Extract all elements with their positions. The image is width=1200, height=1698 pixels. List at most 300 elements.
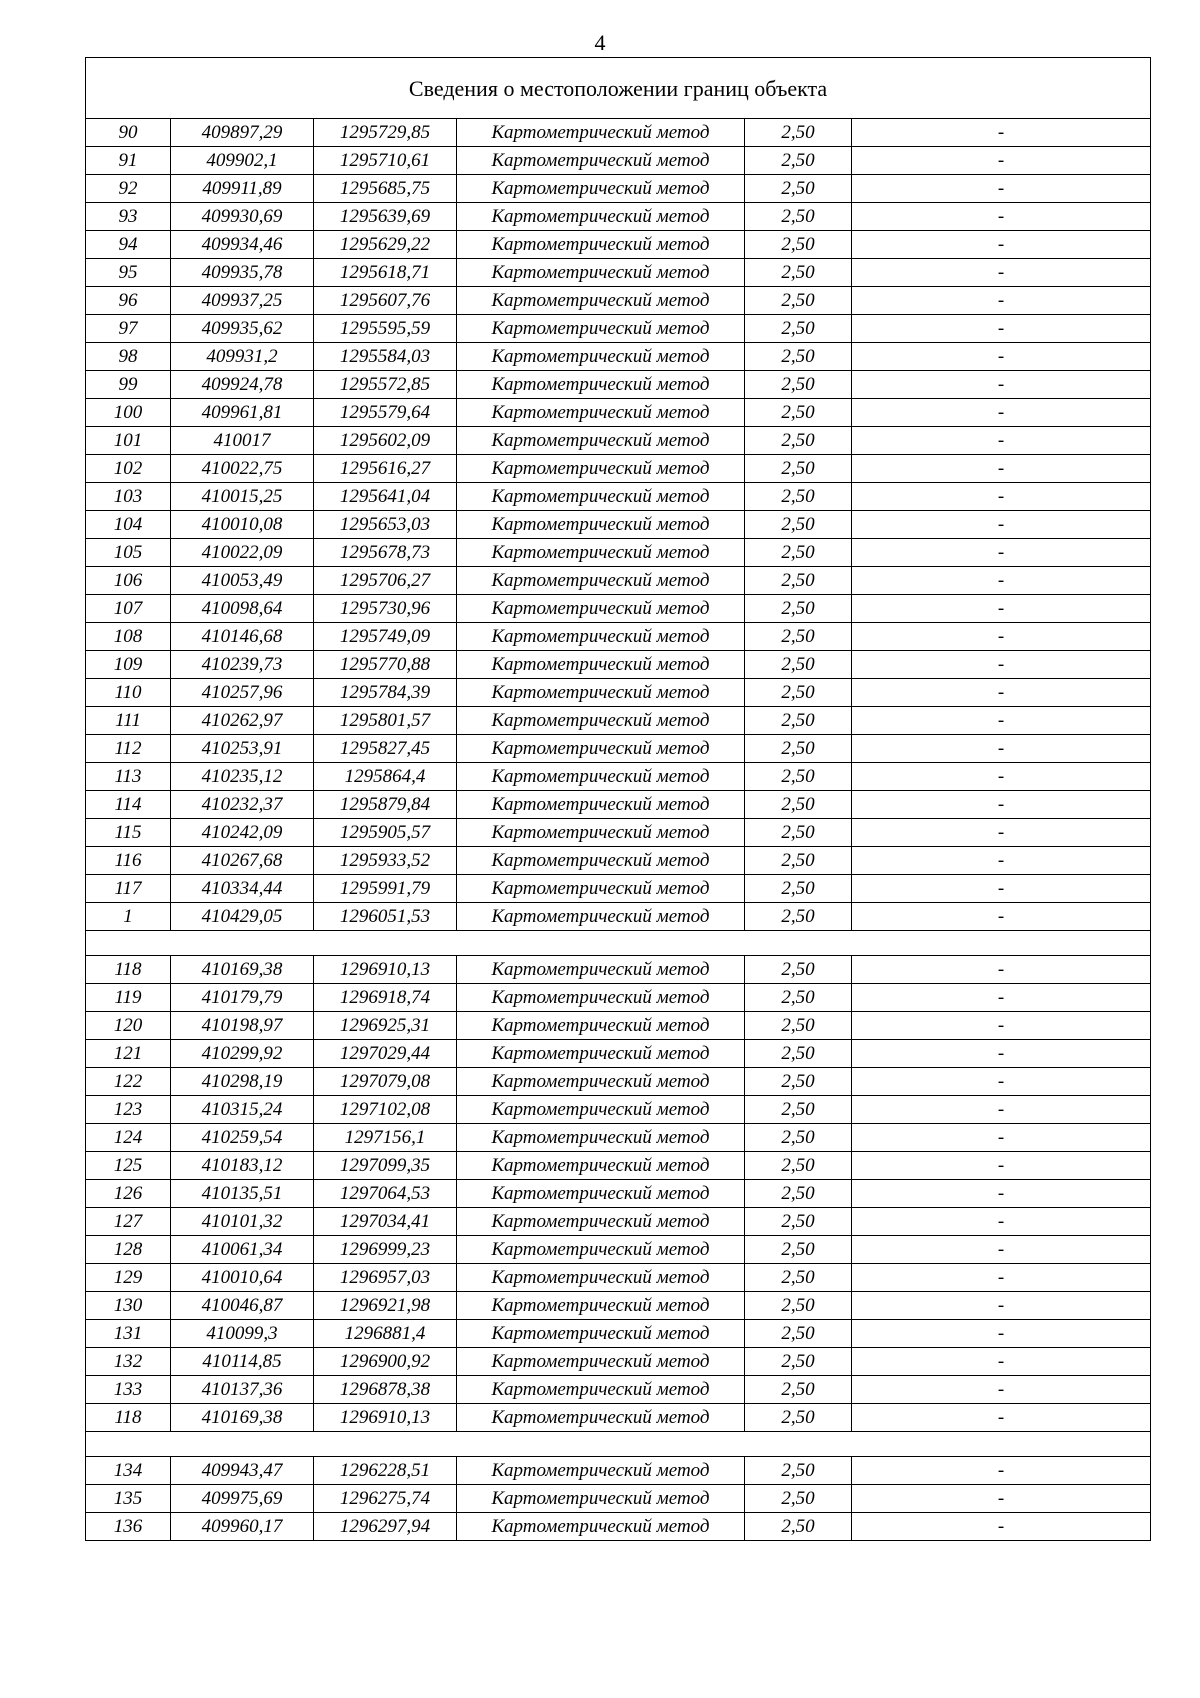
- accuracy-cell: 2,50: [745, 1457, 852, 1485]
- accuracy-cell: 2,50: [745, 1152, 852, 1180]
- y-coordinate-cell: 1296910,13: [314, 956, 457, 984]
- table-row: [86, 791, 1151, 819]
- method-cell: Картометрический метод: [457, 343, 745, 371]
- method-cell: Картометрический метод: [457, 483, 745, 511]
- x-coordinate-cell: 410135,51: [171, 1180, 314, 1208]
- table-title: Сведения о местоположении границ объекта: [86, 58, 1151, 119]
- point-number-cell: 97: [86, 315, 171, 343]
- description-cell: -: [852, 483, 1151, 511]
- method-cell: Картометрический метод: [457, 455, 745, 483]
- point-number-cell: 108: [86, 623, 171, 651]
- point-number-cell: 104: [86, 511, 171, 539]
- x-coordinate-cell: 410053,49: [171, 567, 314, 595]
- accuracy-cell: 2,50: [745, 343, 852, 371]
- method-cell: Картометрический метод: [457, 371, 745, 399]
- table-row: [86, 343, 1151, 371]
- table-row: [86, 984, 1151, 1012]
- x-coordinate-cell: 410257,96: [171, 679, 314, 707]
- point-number-cell: 129: [86, 1264, 171, 1292]
- x-coordinate-cell: 410299,92: [171, 1040, 314, 1068]
- point-number-cell: 136: [86, 1513, 171, 1541]
- y-coordinate-cell: 1295710,61: [314, 147, 457, 175]
- description-cell: -: [852, 455, 1151, 483]
- accuracy-cell: 2,50: [745, 847, 852, 875]
- y-coordinate-cell: 1295685,75: [314, 175, 457, 203]
- accuracy-cell: 2,50: [745, 791, 852, 819]
- table-row: [86, 1404, 1151, 1432]
- method-cell: Картометрический метод: [457, 231, 745, 259]
- y-coordinate-cell: 1297102,08: [314, 1096, 457, 1124]
- accuracy-cell: 2,50: [745, 511, 852, 539]
- table-row: [86, 707, 1151, 735]
- point-number-cell: 1: [86, 903, 171, 931]
- point-number-cell: 98: [86, 343, 171, 371]
- method-cell: Картометрический метод: [457, 679, 745, 707]
- accuracy-cell: 2,50: [745, 1208, 852, 1236]
- method-cell: Картометрический метод: [457, 707, 745, 735]
- description-cell: -: [852, 1180, 1151, 1208]
- accuracy-cell: 2,50: [745, 1376, 852, 1404]
- accuracy-cell: 2,50: [745, 707, 852, 735]
- method-cell: Картометрический метод: [457, 203, 745, 231]
- table-row: [86, 679, 1151, 707]
- accuracy-cell: 2,50: [745, 567, 852, 595]
- accuracy-cell: 2,50: [745, 1096, 852, 1124]
- description-cell: -: [852, 819, 1151, 847]
- x-coordinate-cell: 410267,68: [171, 847, 314, 875]
- x-coordinate-cell: 410015,25: [171, 483, 314, 511]
- accuracy-cell: 2,50: [745, 1124, 852, 1152]
- y-coordinate-cell: 1296878,38: [314, 1376, 457, 1404]
- description-cell: -: [852, 1152, 1151, 1180]
- description-cell: -: [852, 956, 1151, 984]
- table-row: [86, 1376, 1151, 1404]
- x-coordinate-cell: 409943,47: [171, 1457, 314, 1485]
- y-coordinate-cell: 1295706,27: [314, 567, 457, 595]
- accuracy-cell: 2,50: [745, 1040, 852, 1068]
- method-cell: Картометрический метод: [457, 1404, 745, 1432]
- x-coordinate-cell: 410010,64: [171, 1264, 314, 1292]
- x-coordinate-cell: 409935,62: [171, 315, 314, 343]
- x-coordinate-cell: 410235,12: [171, 763, 314, 791]
- point-number-cell: 134: [86, 1457, 171, 1485]
- x-coordinate-cell: 410146,68: [171, 623, 314, 651]
- x-coordinate-cell: 410315,24: [171, 1096, 314, 1124]
- y-coordinate-cell: 1295595,59: [314, 315, 457, 343]
- y-coordinate-cell: 1295749,09: [314, 623, 457, 651]
- description-cell: -: [852, 511, 1151, 539]
- x-coordinate-cell: 409934,46: [171, 231, 314, 259]
- method-cell: Картометрический метод: [457, 399, 745, 427]
- point-number-cell: 121: [86, 1040, 171, 1068]
- y-coordinate-cell: 1295653,03: [314, 511, 457, 539]
- accuracy-cell: 2,50: [745, 231, 852, 259]
- y-coordinate-cell: 1295639,69: [314, 203, 457, 231]
- x-coordinate-cell: 409902,1: [171, 147, 314, 175]
- description-cell: -: [852, 1404, 1151, 1432]
- point-number-cell: 125: [86, 1152, 171, 1180]
- accuracy-cell: 2,50: [745, 119, 852, 147]
- table-row: [86, 1040, 1151, 1068]
- description-cell: -: [852, 903, 1151, 931]
- y-coordinate-cell: 1296921,98: [314, 1292, 457, 1320]
- x-coordinate-cell: 409975,69: [171, 1485, 314, 1513]
- contour-separator-row: [86, 931, 1151, 956]
- accuracy-cell: 2,50: [745, 679, 852, 707]
- method-cell: Картометрический метод: [457, 819, 745, 847]
- point-number-cell: 119: [86, 984, 171, 1012]
- x-coordinate-cell: 410429,05: [171, 903, 314, 931]
- table-row: [86, 651, 1151, 679]
- table-row: [86, 539, 1151, 567]
- x-coordinate-cell: 410183,12: [171, 1152, 314, 1180]
- y-coordinate-cell: 1297064,53: [314, 1180, 457, 1208]
- table-row: [86, 427, 1151, 455]
- point-number-cell: 105: [86, 539, 171, 567]
- description-cell: -: [852, 119, 1151, 147]
- description-cell: -: [852, 1457, 1151, 1485]
- method-cell: Картометрический метод: [457, 539, 745, 567]
- point-number-cell: 116: [86, 847, 171, 875]
- method-cell: Картометрический метод: [457, 956, 745, 984]
- point-number-cell: 103: [86, 483, 171, 511]
- x-coordinate-cell: 410169,38: [171, 1404, 314, 1432]
- accuracy-cell: 2,50: [745, 623, 852, 651]
- table-row: [86, 735, 1151, 763]
- method-cell: Картометрический метод: [457, 903, 745, 931]
- table-row: [86, 847, 1151, 875]
- table-row: [86, 203, 1151, 231]
- method-cell: Картометрический метод: [457, 735, 745, 763]
- method-cell: Картометрический метод: [457, 175, 745, 203]
- description-cell: -: [852, 287, 1151, 315]
- y-coordinate-cell: 1296925,31: [314, 1012, 457, 1040]
- accuracy-cell: 2,50: [745, 984, 852, 1012]
- x-coordinate-cell: 409924,78: [171, 371, 314, 399]
- table-row: [86, 819, 1151, 847]
- y-coordinate-cell: 1296275,74: [314, 1485, 457, 1513]
- description-cell: -: [852, 1208, 1151, 1236]
- y-coordinate-cell: 1295879,84: [314, 791, 457, 819]
- method-cell: Картометрический метод: [457, 1012, 745, 1040]
- point-number-cell: 107: [86, 595, 171, 623]
- x-coordinate-cell: 409960,17: [171, 1513, 314, 1541]
- contour-separator: [86, 931, 1151, 956]
- y-coordinate-cell: 1296297,94: [314, 1513, 457, 1541]
- point-number-cell: 127: [86, 1208, 171, 1236]
- point-number-cell: 93: [86, 203, 171, 231]
- description-cell: -: [852, 707, 1151, 735]
- accuracy-cell: 2,50: [745, 483, 852, 511]
- contour-separator: [86, 1432, 1151, 1457]
- accuracy-cell: 2,50: [745, 1236, 852, 1264]
- description-cell: -: [852, 1124, 1151, 1152]
- y-coordinate-cell: 1297079,08: [314, 1068, 457, 1096]
- point-number-cell: 90: [86, 119, 171, 147]
- accuracy-cell: 2,50: [745, 1513, 852, 1541]
- method-cell: Картометрический метод: [457, 1348, 745, 1376]
- table-row: [86, 1208, 1151, 1236]
- x-coordinate-cell: 409897,29: [171, 119, 314, 147]
- x-coordinate-cell: 410169,38: [171, 956, 314, 984]
- accuracy-cell: 2,50: [745, 1404, 852, 1432]
- accuracy-cell: 2,50: [745, 399, 852, 427]
- y-coordinate-cell: 1296900,92: [314, 1348, 457, 1376]
- accuracy-cell: 2,50: [745, 735, 852, 763]
- table-row: [86, 875, 1151, 903]
- y-coordinate-cell: 1295616,27: [314, 455, 457, 483]
- method-cell: Картометрический метод: [457, 847, 745, 875]
- y-coordinate-cell: 1295618,71: [314, 259, 457, 287]
- accuracy-cell: 2,50: [745, 315, 852, 343]
- y-coordinate-cell: 1296228,51: [314, 1457, 457, 1485]
- method-cell: Картометрический метод: [457, 763, 745, 791]
- point-number-cell: 118: [86, 1404, 171, 1432]
- y-coordinate-cell: 1295584,03: [314, 343, 457, 371]
- x-coordinate-cell: 409935,78: [171, 259, 314, 287]
- x-coordinate-cell: 409931,2: [171, 343, 314, 371]
- x-coordinate-cell: 410179,79: [171, 984, 314, 1012]
- boundary-coordinates-table: [85, 57, 1151, 1541]
- point-number-cell: 92: [86, 175, 171, 203]
- y-coordinate-cell: 1295991,79: [314, 875, 457, 903]
- point-number-cell: 126: [86, 1180, 171, 1208]
- point-number-cell: 118: [86, 956, 171, 984]
- x-coordinate-cell: 410099,3: [171, 1320, 314, 1348]
- description-cell: -: [852, 1264, 1151, 1292]
- y-coordinate-cell: 1295784,39: [314, 679, 457, 707]
- point-number-cell: 94: [86, 231, 171, 259]
- method-cell: Картометрический метод: [457, 1236, 745, 1264]
- table-row: [86, 1264, 1151, 1292]
- accuracy-cell: 2,50: [745, 147, 852, 175]
- x-coordinate-cell: 410334,44: [171, 875, 314, 903]
- y-coordinate-cell: 1296910,13: [314, 1404, 457, 1432]
- table-row: [86, 1180, 1151, 1208]
- description-cell: -: [852, 231, 1151, 259]
- point-number-cell: 115: [86, 819, 171, 847]
- description-cell: -: [852, 623, 1151, 651]
- method-cell: Картометрический метод: [457, 1208, 745, 1236]
- x-coordinate-cell: 410022,09: [171, 539, 314, 567]
- point-number-cell: 124: [86, 1124, 171, 1152]
- y-coordinate-cell: 1295729,85: [314, 119, 457, 147]
- description-cell: -: [852, 539, 1151, 567]
- table-row: [86, 1096, 1151, 1124]
- point-number-cell: 101: [86, 427, 171, 455]
- accuracy-cell: 2,50: [745, 1264, 852, 1292]
- table-row: [86, 1348, 1151, 1376]
- point-number-cell: 114: [86, 791, 171, 819]
- description-cell: -: [852, 147, 1151, 175]
- description-cell: -: [852, 1485, 1151, 1513]
- point-number-cell: 99: [86, 371, 171, 399]
- point-number-cell: 112: [86, 735, 171, 763]
- method-cell: Картометрический метод: [457, 1513, 745, 1541]
- x-coordinate-cell: 410198,97: [171, 1012, 314, 1040]
- accuracy-cell: 2,50: [745, 651, 852, 679]
- y-coordinate-cell: 1295770,88: [314, 651, 457, 679]
- accuracy-cell: 2,50: [745, 1348, 852, 1376]
- accuracy-cell: 2,50: [745, 1012, 852, 1040]
- point-number-cell: 117: [86, 875, 171, 903]
- accuracy-cell: 2,50: [745, 175, 852, 203]
- table-row: [86, 147, 1151, 175]
- description-cell: -: [852, 1320, 1151, 1348]
- method-cell: Картометрический метод: [457, 1320, 745, 1348]
- x-coordinate-cell: 410022,75: [171, 455, 314, 483]
- table-row: [86, 1124, 1151, 1152]
- method-cell: Картометрический метод: [457, 1457, 745, 1485]
- table-row: [86, 567, 1151, 595]
- x-coordinate-cell: 410098,64: [171, 595, 314, 623]
- table-row: [86, 956, 1151, 984]
- table-row: [86, 287, 1151, 315]
- x-coordinate-cell: 410232,37: [171, 791, 314, 819]
- table-row: [86, 1068, 1151, 1096]
- x-coordinate-cell: 410259,54: [171, 1124, 314, 1152]
- description-cell: -: [852, 567, 1151, 595]
- table-row: [86, 1457, 1151, 1485]
- accuracy-cell: 2,50: [745, 427, 852, 455]
- table-row: [86, 1320, 1151, 1348]
- y-coordinate-cell: 1295801,57: [314, 707, 457, 735]
- accuracy-cell: 2,50: [745, 819, 852, 847]
- description-cell: -: [852, 315, 1151, 343]
- description-cell: -: [852, 1348, 1151, 1376]
- method-cell: Картометрический метод: [457, 567, 745, 595]
- description-cell: -: [852, 1012, 1151, 1040]
- table-row: [86, 1152, 1151, 1180]
- point-number-cell: 122: [86, 1068, 171, 1096]
- method-cell: Картометрический метод: [457, 875, 745, 903]
- point-number-cell: 95: [86, 259, 171, 287]
- table-row: [86, 399, 1151, 427]
- description-cell: -: [852, 427, 1151, 455]
- table-row: [86, 315, 1151, 343]
- x-coordinate-cell: 410046,87: [171, 1292, 314, 1320]
- description-cell: -: [852, 679, 1151, 707]
- table-row: [86, 595, 1151, 623]
- method-cell: Картометрический метод: [457, 595, 745, 623]
- accuracy-cell: 2,50: [745, 1292, 852, 1320]
- method-cell: Картометрический метод: [457, 315, 745, 343]
- table-row: [86, 119, 1151, 147]
- point-number-cell: 109: [86, 651, 171, 679]
- table-row: [86, 1012, 1151, 1040]
- y-coordinate-cell: 1296881,4: [314, 1320, 457, 1348]
- point-number-cell: 96: [86, 287, 171, 315]
- description-cell: -: [852, 1096, 1151, 1124]
- table-row: [86, 1292, 1151, 1320]
- table-row: [86, 483, 1151, 511]
- y-coordinate-cell: 1295905,57: [314, 819, 457, 847]
- point-number-cell: 106: [86, 567, 171, 595]
- method-cell: Картометрический метод: [457, 147, 745, 175]
- y-coordinate-cell: 1295572,85: [314, 371, 457, 399]
- x-coordinate-cell: 409937,25: [171, 287, 314, 315]
- method-cell: Картометрический метод: [457, 259, 745, 287]
- accuracy-cell: 2,50: [745, 455, 852, 483]
- y-coordinate-cell: 1295730,96: [314, 595, 457, 623]
- description-cell: -: [852, 791, 1151, 819]
- method-cell: Картометрический метод: [457, 1152, 745, 1180]
- method-cell: Картометрический метод: [457, 1180, 745, 1208]
- description-cell: -: [852, 1513, 1151, 1541]
- y-coordinate-cell: 1295678,73: [314, 539, 457, 567]
- x-coordinate-cell: 410239,73: [171, 651, 314, 679]
- point-number-cell: 100: [86, 399, 171, 427]
- method-cell: Картометрический метод: [457, 287, 745, 315]
- y-coordinate-cell: 1297029,44: [314, 1040, 457, 1068]
- accuracy-cell: 2,50: [745, 539, 852, 567]
- table-row: [86, 231, 1151, 259]
- x-coordinate-cell: 410114,85: [171, 1348, 314, 1376]
- y-coordinate-cell: 1296957,03: [314, 1264, 457, 1292]
- x-coordinate-cell: 410262,97: [171, 707, 314, 735]
- method-cell: Картометрический метод: [457, 1485, 745, 1513]
- method-cell: Картометрический метод: [457, 119, 745, 147]
- accuracy-cell: 2,50: [745, 956, 852, 984]
- y-coordinate-cell: 1295827,45: [314, 735, 457, 763]
- description-cell: -: [852, 1236, 1151, 1264]
- method-cell: Картометрический метод: [457, 1124, 745, 1152]
- method-cell: Картометрический метод: [457, 1376, 745, 1404]
- description-cell: -: [852, 1068, 1151, 1096]
- accuracy-cell: 2,50: [745, 595, 852, 623]
- point-number-cell: 120: [86, 1012, 171, 1040]
- description-cell: -: [852, 735, 1151, 763]
- method-cell: Картометрический метод: [457, 984, 745, 1012]
- point-number-cell: 123: [86, 1096, 171, 1124]
- description-cell: -: [852, 1040, 1151, 1068]
- accuracy-cell: 2,50: [745, 1180, 852, 1208]
- description-cell: -: [852, 1292, 1151, 1320]
- table-row: [86, 371, 1151, 399]
- description-cell: -: [852, 763, 1151, 791]
- description-cell: -: [852, 203, 1151, 231]
- accuracy-cell: 2,50: [745, 903, 852, 931]
- point-number-cell: 133: [86, 1376, 171, 1404]
- y-coordinate-cell: 1297156,1: [314, 1124, 457, 1152]
- table-title-row: [86, 58, 1151, 119]
- table-row: [86, 903, 1151, 931]
- method-cell: Картометрический метод: [457, 1264, 745, 1292]
- y-coordinate-cell: 1295602,09: [314, 427, 457, 455]
- x-coordinate-cell: 409930,69: [171, 203, 314, 231]
- x-coordinate-cell: 410010,08: [171, 511, 314, 539]
- accuracy-cell: 2,50: [745, 203, 852, 231]
- x-coordinate-cell: 410242,09: [171, 819, 314, 847]
- description-cell: -: [852, 651, 1151, 679]
- description-cell: -: [852, 1376, 1151, 1404]
- page-number: 4: [594, 30, 606, 55]
- method-cell: Картометрический метод: [457, 427, 745, 455]
- table-row: [86, 175, 1151, 203]
- point-number-cell: 128: [86, 1236, 171, 1264]
- description-cell: -: [852, 399, 1151, 427]
- point-number-cell: 130: [86, 1292, 171, 1320]
- x-coordinate-cell: 410298,19: [171, 1068, 314, 1096]
- accuracy-cell: 2,50: [745, 875, 852, 903]
- table-row: [86, 763, 1151, 791]
- x-coordinate-cell: 410017: [171, 427, 314, 455]
- x-coordinate-cell: 410137,36: [171, 1376, 314, 1404]
- description-cell: -: [852, 343, 1151, 371]
- table-row: [86, 511, 1151, 539]
- accuracy-cell: 2,50: [745, 1320, 852, 1348]
- x-coordinate-cell: 409911,89: [171, 175, 314, 203]
